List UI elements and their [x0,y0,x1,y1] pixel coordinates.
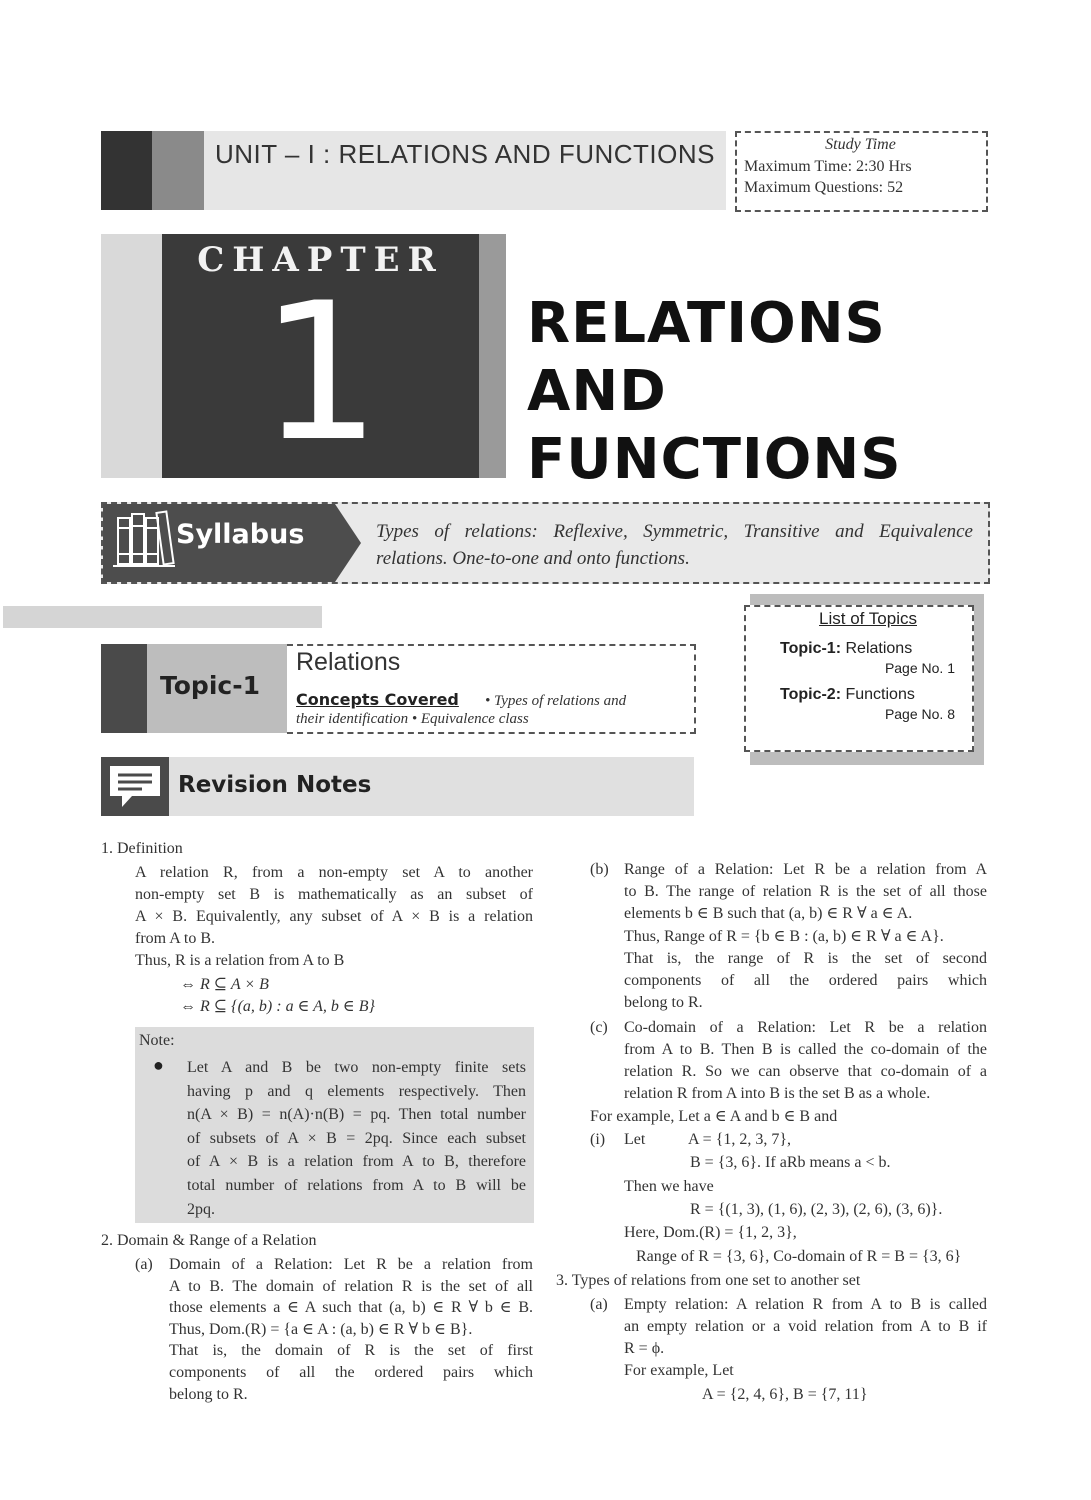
text-line: non-empty set B is mathematically as an subset of [135,886,533,903]
text-line: of subsets of A × B = 2pq. Since each subset [187,1129,526,1147]
text-line: of A × B is a relation from A to B, therefore [187,1153,526,1171]
note-text [187,1056,526,1221]
text-line: Let [624,1131,646,1148]
topic-dark-block [101,644,147,733]
text-line: n(A × B) = n(A)·n(B) = pq. Then total number [187,1106,526,1124]
chapter-number: 1 [260,262,381,483]
text-line: to B. The range of relation R is the set of all those [624,883,987,901]
revision-notes-heading: Revision Notes [178,772,372,798]
text-line: belong to R. [624,994,703,1012]
list-marker: (b) [590,861,609,878]
text-line: Thus, Dom.(R) = {a ∈ A : (a, b) ∈ R ∀ b ∈ B}. [169,1320,473,1338]
text-line: Empty relation: A relation R from A to B is called [624,1296,987,1313]
equation: ⇔ R ⊆ A × B [180,976,269,993]
syllabus-text: Types of relations: Reflexive, Symmetric, Transitive and Equivalence relations. One-to-one and onto functions. [376,521,973,569]
text-line: Then we have [624,1178,714,1195]
equation: ⇔ R ⊆ {(a, b) : a ∈ A, b ∈ B} [180,998,375,1015]
chapter-title-line: RELATIONS [527,291,886,356]
text-line: 2pq. [187,1200,215,1218]
equation: A = {1, 2, 3, 7}, [688,1131,792,1148]
topic-name: Relations [845,640,913,657]
empty-relation-paragraph [624,1294,987,1360]
topic-label: Topic-2: [780,686,842,703]
equation: Range of R = {3, 6}, Co-domain of R = B = {3, 6} [636,1248,962,1265]
max-questions: Maximum Questions: 52 [744,179,904,196]
text-line: Thus, Range of R = {b ∈ B : (a, b) ∈ R ∀ a ∈ A}. [624,927,944,945]
chapter-title [527,290,902,494]
topics-list-item[interactable] [780,640,912,658]
topics-list-item[interactable] [780,686,915,704]
unit-dark-block [101,131,152,210]
text-line: from A to B. [135,930,216,947]
concepts-list: their identification • Equivalence class [296,711,529,727]
text-line: those elements a ∈ A such that (a, b) ∈ R ∀ b ∈ B. [169,1299,533,1317]
chapter-title-line: FUNCTIONS [527,427,902,492]
unit-mid-block [152,131,204,210]
syllabus-label: Syllabus [176,519,305,550]
text-line: belong to R. [169,1385,248,1403]
list-marker: (c) [590,1019,608,1036]
text-line: That is, the domain of R is the set of first [169,1342,533,1360]
section-heading: 3. Types of relations from one set to another set [556,1272,861,1289]
text-line: A × B. Equivalently, any subset of A × B is a relation [135,908,533,925]
equation: Here, Dom.(R) = {1, 2, 3}, [624,1224,797,1241]
equation: R = {(1, 3), (1, 6), (2, 3), (2, 6), (3, 6)}. [690,1201,943,1218]
section-heading: 2. Domain & Range of a Relation [101,1232,317,1249]
equation: B = {3, 6}. If aRb means a < b. [690,1154,891,1171]
domain-paragraph [169,1254,533,1405]
text-line: total number of relations from A to B will be [187,1176,526,1194]
example-line: For example, Let [624,1362,734,1379]
equation: A = {2, 4, 6}, B = {7, 11} [702,1386,868,1403]
topic-label: Topic-1: [780,640,842,657]
text-line: having p and q elements respectively. Then [187,1082,526,1100]
topic-number: Topic-1 [160,671,260,700]
concepts-covered-label: Concepts Covered [296,690,459,709]
chapter-title-line: AND [527,359,667,424]
text-line: elements b ∈ B such that (a, b) ∈ R ∀ a ∈ A. [624,905,913,923]
text-line: an empty relation or a void relation from A to B if [624,1318,987,1335]
text-line: Let A and B be two non-empty finite sets [187,1059,526,1076]
text-line: relation R from A into B is the set B as a whole. [624,1085,931,1102]
list-marker: (a) [590,1296,608,1313]
topics-list-title: List of Topics [819,609,917,628]
text-line: relation R. So we can observe that co-domain of a [624,1063,987,1080]
topic-title: Relations [296,648,401,676]
topic-name: Functions [845,686,915,703]
range-paragraph [624,859,987,1014]
example-line: For example, Let a ∈ A and b ∈ B and [590,1108,838,1125]
chapter-word: CHAPTER [197,240,444,280]
study-time-title: Study Time [825,136,896,153]
note-label: Note: [139,1032,175,1049]
text-line: A to B. The domain of relation R is the set of all [169,1277,533,1295]
bullet-icon: ● [153,1055,164,1075]
topic-page: Page No. 1 [884,660,955,676]
text-line: components of all the ordered pairs which [169,1363,533,1381]
topic-page: Page No. 8 [884,706,955,722]
text-line: That is, the range of R is the set of second [624,949,987,967]
chapter-left-panel [101,234,162,478]
list-marker: (a) [135,1256,153,1273]
chapter-right-panel [479,234,506,478]
speech-bubble-icon [106,762,164,812]
unit-title: UNIT – I : RELATIONS AND FUNCTIONS [215,139,715,169]
text-line: Range of a Relation: Let R be a relation from A [624,861,987,878]
text-line: A relation R, from a non-empty set A to another [135,864,533,881]
text-line: components of all the ordered pairs which [624,972,987,990]
text-line: Thus, R is a relation from A to B [135,952,345,969]
codomain-paragraph [624,1017,987,1105]
text-line: Domain of a Relation: Let R be a relation from [169,1256,533,1273]
list-marker: (i) [590,1131,606,1148]
max-time: Maximum Time: 2:30 Hrs [744,158,912,175]
text-line: Co-domain of a Relation: Let R be a relation [624,1019,987,1036]
text-line: from A to B. Then B is called the co-domain of the [624,1041,987,1058]
definition-paragraph [135,862,533,950]
text-line: R = ϕ. [624,1340,665,1357]
section-heading: 1. Definition [101,840,183,857]
divider-strip [3,606,322,628]
concepts-list: • Types of relations and [485,693,627,709]
